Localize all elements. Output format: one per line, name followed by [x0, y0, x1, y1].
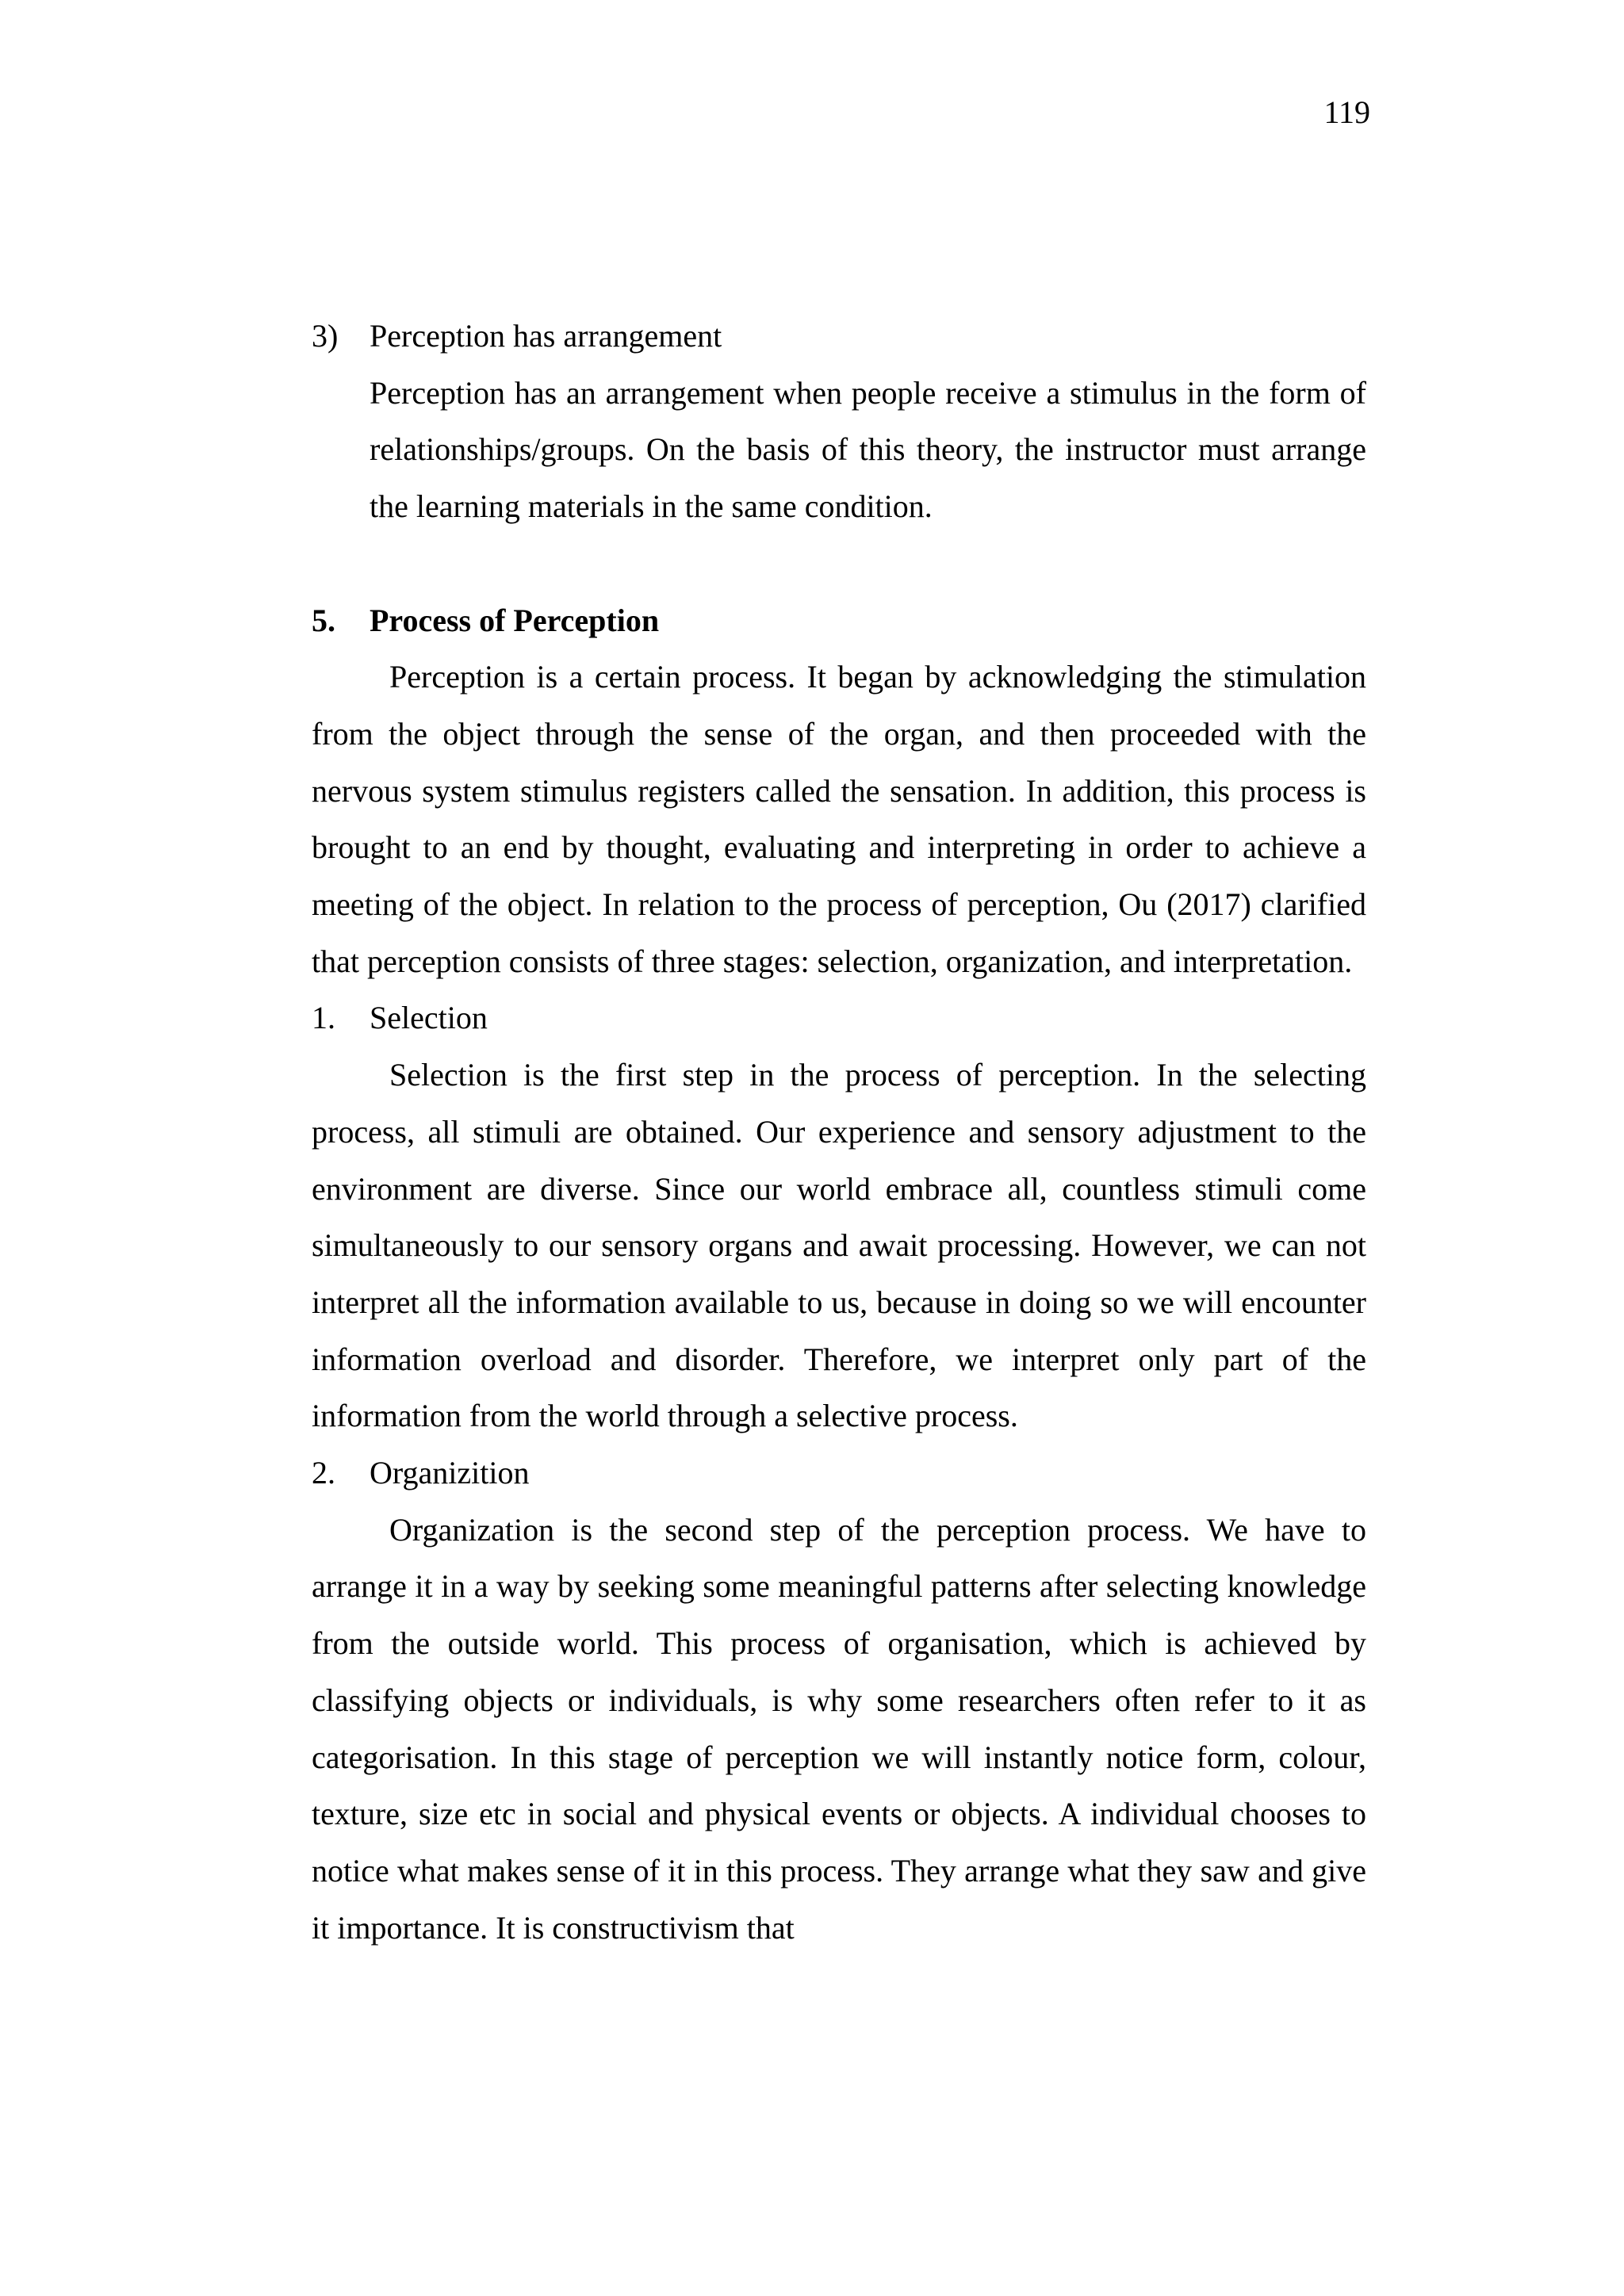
list-item-body: Perception has an arrangement when people receive a stimulus in the form of relationships/groups. On the basis of this theory, the instructor must arrange the learning materials in the same condition.: [370, 374, 1366, 525]
list-item-3-heading: [312, 308, 1366, 365]
list-item-number: 3): [312, 318, 339, 354]
page-number: 119: [1323, 94, 1370, 130]
section-heading: [312, 592, 1366, 649]
section-title: Process of Perception: [370, 602, 660, 638]
section-intro-paragraph: Perception is a certain process. It began by acknowledging the stimulation from the object through the sense of the organ, and then proceeded with the nervous system stimulus registers called the sensation. In addition, this process is brought to an end by thought, evaluating and interpreting in order to achieve a meeting of the object. In relation to the process of perception, Ou (2017) clarified that perception consists of three stages: selection, organization, and interpretation.: [312, 659, 1366, 979]
stage-number: 2.: [312, 1455, 335, 1491]
stage-title: Selection: [370, 1000, 488, 1036]
stage-number: 1.: [312, 1000, 335, 1036]
stage-1-paragraph: Selection is the first step in the process of perception. In the selecting process, all stimuli are obtained. Our experience and sensory adjustment to the environment are diverse. Since our world embrace all, countless stimuli come simultaneously to our sensory organs and await processing. However, we can not interpret all the information available to us, because in doing so we will encounter information overload and disorder. Therefore, we interpret only part of the information from the world through a selective process.: [312, 1057, 1366, 1434]
page-content: [312, 308, 1366, 1956]
stage-2-paragraph: Organization is the second step of the perception process. We have to arrange it in a way by seeking some meaningful patterns after selecting knowledge from the outside world. This process of organisation, which is achieved by classifying objects or individuals, is why some researchers often refer to it as categorisation. In this stage of perception we will instantly notice form, colour, texture, size etc in social and physical events or objects. A individual chooses to notice what makes sense of it in this process. They arrange what they saw and give it importance. It is constructivism that: [312, 1511, 1366, 1946]
stage-2-heading: [312, 1445, 1366, 1502]
stage-title: Organizition: [370, 1455, 530, 1491]
stage-1-heading: [312, 989, 1366, 1047]
list-item-title: Perception has arrangement: [370, 318, 722, 354]
section-number: 5.: [312, 602, 335, 638]
